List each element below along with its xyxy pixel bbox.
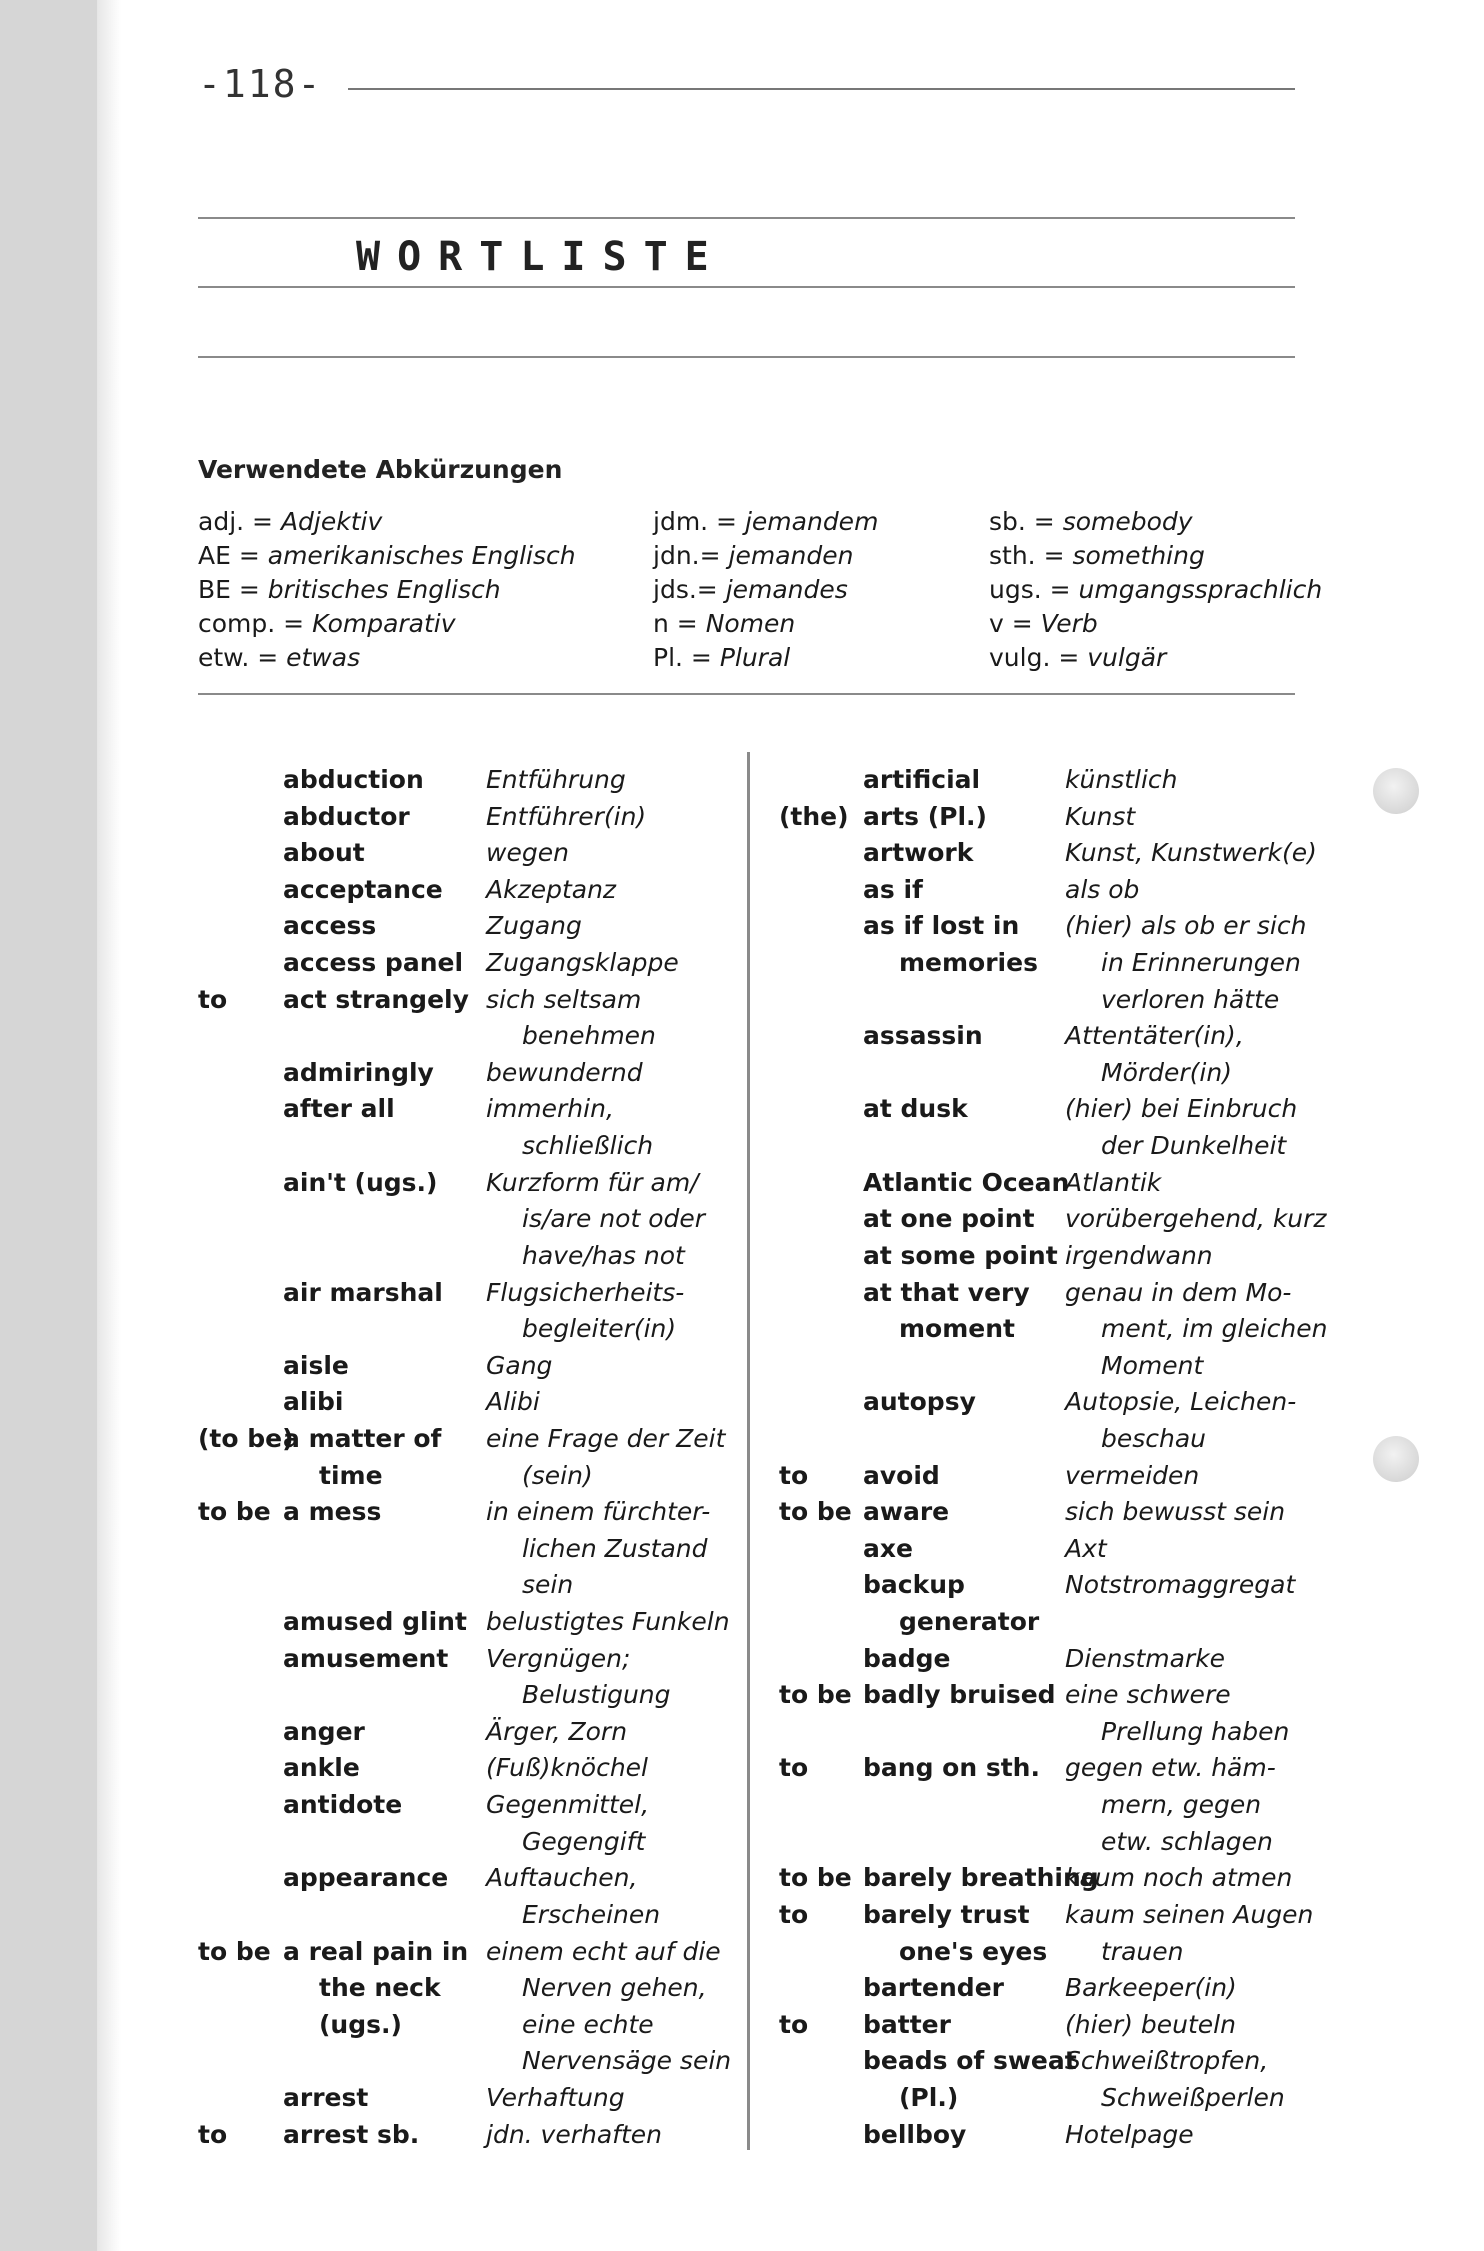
entry-translation: Hotelpage bbox=[1065, 2119, 1194, 2149]
entry-row bbox=[198, 1934, 758, 1971]
abbreviation-key: etw. = bbox=[198, 643, 287, 672]
entry-word: artificial bbox=[863, 765, 981, 794]
entry-prefix: to be bbox=[779, 1497, 852, 1527]
entry-row bbox=[779, 835, 1339, 872]
entry-translation: eine Frage der Zeit bbox=[486, 1423, 726, 1453]
entry-translation: vermeiden bbox=[1065, 1460, 1200, 1490]
abbreviations-heading: Verwendete Abkürzungen bbox=[198, 455, 563, 484]
entry-translation: sich bewusst sein bbox=[1065, 1497, 1286, 1527]
abbreviation-key: adj. = bbox=[198, 507, 281, 536]
entry-row bbox=[779, 1201, 1339, 1238]
entry-translation: Gang bbox=[486, 1350, 553, 1380]
entry-row bbox=[779, 1860, 1339, 1897]
abbreviation-item bbox=[198, 505, 576, 539]
entry-translation: wegen bbox=[486, 838, 569, 868]
entry-word: generator bbox=[899, 1607, 1040, 1637]
entry-row bbox=[779, 1238, 1339, 1275]
abbreviation-item bbox=[198, 539, 576, 573]
entry-row bbox=[198, 1384, 758, 1421]
abbreviation-item bbox=[653, 505, 878, 539]
entry-word: at some point bbox=[863, 1240, 1058, 1270]
entry-translation: beschau bbox=[1101, 1423, 1207, 1453]
entry-row bbox=[198, 835, 758, 872]
abbreviation-meaning: britisches Englisch bbox=[267, 575, 501, 604]
abbreviations-column-3 bbox=[989, 505, 1322, 675]
entry-translation: künstlich bbox=[1065, 765, 1178, 794]
entry-row bbox=[198, 1458, 758, 1495]
entry-word: a real pain in bbox=[283, 1936, 469, 1966]
entry-translation: sein bbox=[522, 1570, 574, 1600]
entry-row bbox=[779, 908, 1339, 945]
entry-translation: Autopsie, Leichen- bbox=[1065, 1387, 1297, 1417]
entry-word: anger bbox=[283, 1716, 365, 1746]
entry-word: acceptance bbox=[283, 874, 443, 904]
entry-row bbox=[198, 1128, 758, 1165]
entry-translation: Entführung bbox=[486, 765, 626, 794]
entry-word: arrest sb. bbox=[283, 2119, 420, 2149]
entry-translation: Atlantik bbox=[1065, 1167, 1162, 1197]
entry-word: access bbox=[283, 911, 377, 941]
abbreviation-meaning: jemandes bbox=[725, 575, 848, 604]
entry-translation: genau in dem Mo- bbox=[1065, 1277, 1292, 1307]
entry-row bbox=[198, 1970, 758, 2007]
abbreviations-column-1 bbox=[198, 505, 576, 675]
entry-translation: Dienstmarke bbox=[1065, 1643, 1226, 1673]
entry-row bbox=[779, 1458, 1339, 1495]
entry-row bbox=[779, 1128, 1339, 1165]
entry-prefix: to bbox=[779, 1899, 809, 1929]
entry-translation: bewundernd bbox=[486, 1057, 643, 1087]
entry-translation: Entführer(in) bbox=[486, 801, 647, 831]
entry-prefix: to bbox=[198, 984, 228, 1014]
entry-word: time bbox=[319, 1460, 383, 1490]
entry-translation: Vergnügen; bbox=[486, 1643, 631, 1673]
abbreviations-column-2 bbox=[653, 505, 878, 675]
page-edge-shadow bbox=[97, 0, 121, 2251]
entry-word: a matter of bbox=[283, 1423, 442, 1453]
entry-translation: Attentäter(in), bbox=[1065, 1021, 1244, 1051]
entry-translation: Prellung haben bbox=[1101, 1716, 1290, 1746]
entry-row bbox=[198, 2080, 758, 2117]
entry-row bbox=[779, 1311, 1339, 1348]
entry-word: air marshal bbox=[283, 1277, 443, 1307]
entry-word: antidote bbox=[283, 1790, 403, 1820]
entry-prefix: to be bbox=[779, 1680, 852, 1710]
entry-row bbox=[198, 1275, 758, 1312]
abbreviation-key: jdm. = bbox=[653, 507, 745, 536]
abbreviation-meaning: umgangssprachlich bbox=[1078, 575, 1323, 604]
entry-word: ain't (ugs.) bbox=[283, 1167, 438, 1197]
abbreviation-item bbox=[653, 539, 878, 573]
entry-translation: als ob bbox=[1065, 874, 1140, 904]
entry-word: badly bruised bbox=[863, 1680, 1056, 1710]
header-rule bbox=[348, 88, 1295, 90]
entry-word: aisle bbox=[283, 1350, 349, 1380]
abbreviation-key: Pl. = bbox=[653, 643, 720, 672]
abbreviation-meaning: somebody bbox=[1062, 507, 1193, 536]
abbreviation-item bbox=[198, 641, 576, 675]
entry-translation: Barkeeper(in) bbox=[1065, 1973, 1237, 2003]
entry-translation: belustigtes Funkeln bbox=[486, 1607, 730, 1637]
entry-translation: Schweißtropfen, bbox=[1065, 2046, 1269, 2076]
entry-translation: trauen bbox=[1101, 1936, 1184, 1966]
entry-word: avoid bbox=[863, 1460, 940, 1490]
entry-translation: Gegenmittel, bbox=[486, 1790, 650, 1820]
abbreviation-meaning: Komparativ bbox=[312, 609, 456, 638]
entry-translation: (Fuß)knöchel bbox=[486, 1753, 648, 1783]
entry-row bbox=[198, 2043, 758, 2080]
word-list-left-column bbox=[198, 762, 758, 2153]
entry-word: as if bbox=[863, 874, 923, 904]
entry-translation: Alibi bbox=[486, 1387, 540, 1417]
entry-row bbox=[198, 762, 758, 799]
abbreviation-key: jdn.= bbox=[653, 541, 729, 570]
entry-word: barely trust bbox=[863, 1899, 1030, 1929]
entry-row bbox=[198, 1787, 758, 1824]
entry-row bbox=[198, 1604, 758, 1641]
entry-translation: Nervensäge sein bbox=[522, 2046, 732, 2076]
abbreviation-meaning: amerikanisches Englisch bbox=[267, 541, 576, 570]
entry-translation: (sein) bbox=[522, 1460, 593, 1490]
entry-word: abduction bbox=[283, 765, 424, 794]
entry-prefix: to bbox=[779, 1460, 809, 1490]
entry-translation: Kunst bbox=[1065, 801, 1136, 831]
entry-translation: Belustigung bbox=[522, 1680, 671, 1710]
entry-word: backup bbox=[863, 1570, 965, 1600]
title-rule-top bbox=[198, 217, 1295, 219]
abbreviation-item bbox=[653, 573, 878, 607]
abbreviation-item bbox=[989, 607, 1322, 641]
abbreviation-meaning: vulgär bbox=[1087, 643, 1167, 672]
entry-translation: lichen Zustand bbox=[522, 1533, 708, 1563]
entry-row bbox=[779, 799, 1339, 836]
abbreviation-item bbox=[653, 641, 878, 675]
entry-row bbox=[779, 1055, 1339, 1092]
entry-row bbox=[198, 1860, 758, 1897]
entry-translation: gegen etw. häm- bbox=[1065, 1753, 1276, 1783]
entry-translation: in einem fürchter- bbox=[486, 1497, 711, 1527]
entry-translation: Erscheinen bbox=[522, 1899, 661, 1929]
entry-translation: Zugang bbox=[486, 911, 582, 941]
entry-word: batter bbox=[863, 2009, 951, 2039]
entry-translation: Schweißperlen bbox=[1101, 2082, 1285, 2112]
entry-word: amusement bbox=[283, 1643, 449, 1673]
entry-word: (ugs.) bbox=[319, 2009, 402, 2039]
entry-translation: (hier) beuteln bbox=[1065, 2009, 1236, 2039]
entry-word: one's eyes bbox=[899, 1936, 1048, 1966]
entry-row bbox=[779, 1934, 1339, 1971]
abbreviation-meaning: jemandem bbox=[744, 507, 879, 536]
entry-translation: verloren hätte bbox=[1101, 984, 1280, 1014]
abbreviation-meaning: Nomen bbox=[705, 609, 796, 638]
entry-translation: immerhin, bbox=[486, 1094, 614, 1124]
entry-translation: Ärger, Zorn bbox=[486, 1716, 628, 1746]
entry-translation: schließlich bbox=[522, 1131, 654, 1161]
entry-row bbox=[198, 1494, 758, 1531]
entry-translation: der Dunkelheit bbox=[1101, 1131, 1287, 1161]
entry-row bbox=[198, 1824, 758, 1861]
page-number: -118- bbox=[198, 62, 323, 106]
abbreviation-meaning: something bbox=[1072, 541, 1205, 570]
entry-prefix: to be bbox=[198, 1936, 271, 1966]
entry-word: bang on sth. bbox=[863, 1753, 1040, 1783]
abbreviation-item bbox=[653, 607, 878, 641]
entry-row bbox=[779, 1897, 1339, 1934]
abbreviation-meaning: Adjektiv bbox=[280, 507, 383, 536]
entry-word: access panel bbox=[283, 948, 464, 978]
entry-translation: Akzeptanz bbox=[486, 874, 617, 904]
entry-translation: Axt bbox=[1065, 1533, 1107, 1563]
entry-row bbox=[198, 1567, 758, 1604]
entry-row bbox=[198, 908, 758, 945]
entry-translation: begleiter(in) bbox=[522, 1314, 677, 1344]
abbreviation-key: sth. = bbox=[989, 541, 1073, 570]
section-rule bbox=[198, 356, 1295, 358]
entry-translation: Nerven gehen, bbox=[522, 1973, 707, 2003]
entry-row bbox=[779, 1567, 1339, 1604]
entry-word: artwork bbox=[863, 838, 974, 868]
entry-row bbox=[198, 872, 758, 909]
entry-row bbox=[779, 762, 1339, 799]
entry-word: autopsy bbox=[863, 1387, 976, 1417]
abbreviation-item bbox=[989, 505, 1322, 539]
entry-translation: einem echt auf die bbox=[486, 1936, 721, 1966]
entry-row bbox=[779, 1165, 1339, 1202]
binder-hole bbox=[1373, 768, 1419, 814]
entry-translation: Verhaftung bbox=[486, 2082, 625, 2112]
entry-word: admiringly bbox=[283, 1057, 434, 1087]
entry-word: at dusk bbox=[863, 1094, 968, 1124]
entry-row bbox=[779, 1970, 1339, 2007]
entry-row bbox=[779, 1641, 1339, 1678]
entry-row bbox=[779, 2080, 1339, 2117]
entry-row bbox=[198, 1714, 758, 1751]
entry-prefix: to bbox=[779, 2009, 809, 2039]
abbreviation-item bbox=[198, 573, 576, 607]
abbreviation-meaning: Verb bbox=[1040, 609, 1098, 638]
binder-hole bbox=[1373, 1436, 1419, 1482]
entry-row bbox=[198, 1201, 758, 1238]
entry-row bbox=[198, 1677, 758, 1714]
abbreviation-key: n = bbox=[653, 609, 706, 638]
entry-row bbox=[779, 1714, 1339, 1751]
entry-prefix: to bbox=[198, 2119, 228, 2149]
entry-word: amused glint bbox=[283, 1607, 467, 1637]
entry-word: moment bbox=[899, 1314, 1015, 1344]
entry-translation: eine schwere bbox=[1065, 1680, 1231, 1710]
entry-translation: kaum seinen Augen bbox=[1065, 1899, 1314, 1929]
entry-word: aware bbox=[863, 1497, 950, 1527]
entry-word: act strangely bbox=[283, 984, 469, 1014]
entry-word: at that very bbox=[863, 1277, 1030, 1307]
entry-word: alibi bbox=[283, 1387, 344, 1417]
entry-word: about bbox=[283, 838, 365, 868]
entry-word: bellboy bbox=[863, 2119, 967, 2149]
entry-row bbox=[779, 1531, 1339, 1568]
abbreviation-key: v = bbox=[989, 609, 1041, 638]
entry-row bbox=[779, 1604, 1339, 1641]
entry-row bbox=[198, 1055, 758, 1092]
entry-translation: Mörder(in) bbox=[1101, 1057, 1232, 1087]
entry-translation: have/has not bbox=[522, 1240, 685, 1270]
entry-row bbox=[198, 1421, 758, 1458]
entry-prefix: to be bbox=[779, 1863, 852, 1893]
abbreviations-rule bbox=[198, 693, 1295, 695]
column-divider bbox=[747, 752, 750, 2150]
entry-row bbox=[198, 982, 758, 1019]
entry-row bbox=[779, 982, 1339, 1019]
entry-translation: is/are not oder bbox=[522, 1204, 706, 1234]
entry-row bbox=[198, 945, 758, 982]
entry-word: abductor bbox=[283, 801, 410, 831]
abbreviation-key: BE = bbox=[198, 575, 268, 604]
entry-word: Atlantic Ocean bbox=[863, 1167, 1070, 1197]
entry-translation: Auftauchen, bbox=[486, 1863, 638, 1893]
entry-translation: Notstromaggregat bbox=[1065, 1570, 1296, 1600]
entry-row bbox=[198, 1018, 758, 1055]
entry-word: barely breathing bbox=[863, 1863, 1099, 1893]
entry-translation: benehmen bbox=[522, 1021, 656, 1051]
entry-row bbox=[779, 2007, 1339, 2044]
entry-row bbox=[198, 1531, 758, 1568]
entry-row bbox=[198, 1750, 758, 1787]
entry-row bbox=[198, 1091, 758, 1128]
abbreviation-item bbox=[198, 607, 576, 641]
entry-translation: (hier) als ob er sich bbox=[1065, 911, 1307, 941]
entry-translation: kaum noch atmen bbox=[1065, 1863, 1293, 1893]
entry-row bbox=[779, 1091, 1339, 1128]
entry-row bbox=[779, 1750, 1339, 1787]
page-margin-band bbox=[0, 0, 97, 2251]
abbreviation-item bbox=[989, 539, 1322, 573]
entry-translation: irgendwann bbox=[1065, 1240, 1213, 1270]
entry-word: assassin bbox=[863, 1021, 983, 1051]
entry-row bbox=[198, 1641, 758, 1678]
entry-translation: jdn. verhaften bbox=[486, 2119, 663, 2149]
entry-word: (Pl.) bbox=[899, 2082, 959, 2112]
abbreviation-meaning: Plural bbox=[719, 643, 791, 672]
abbreviation-key: ugs. = bbox=[989, 575, 1079, 604]
entry-translation: Flugsicherheits- bbox=[486, 1277, 685, 1307]
entry-translation: mern, gegen bbox=[1101, 1790, 1262, 1820]
entry-translation: Gegengift bbox=[522, 1826, 646, 1856]
entry-row bbox=[198, 2007, 758, 2044]
entry-word: at one point bbox=[863, 1204, 1035, 1234]
entry-word: bartender bbox=[863, 1973, 1004, 2003]
entry-row bbox=[779, 1421, 1339, 1458]
title-rule-bottom bbox=[198, 286, 1295, 288]
entry-translation: vorübergehend, kurz bbox=[1065, 1204, 1327, 1234]
entry-translation: eine echte bbox=[522, 2009, 654, 2039]
entry-word: a mess bbox=[283, 1497, 382, 1527]
abbreviation-key: vulg. = bbox=[989, 643, 1088, 672]
entry-word: badge bbox=[863, 1643, 951, 1673]
entry-prefix: (the) bbox=[779, 801, 849, 831]
entry-row bbox=[779, 1018, 1339, 1055]
entry-row bbox=[198, 2117, 758, 2154]
entry-prefix: to be bbox=[198, 1497, 271, 1527]
abbreviation-key: AE = bbox=[198, 541, 268, 570]
entry-row bbox=[779, 1384, 1339, 1421]
entry-row bbox=[779, 1348, 1339, 1385]
entry-row bbox=[779, 1787, 1339, 1824]
entry-word: the neck bbox=[319, 1973, 441, 2003]
entry-prefix: (to be) bbox=[198, 1423, 294, 1453]
abbreviation-key: comp. = bbox=[198, 609, 313, 638]
entry-translation: (hier) bei Einbruch bbox=[1065, 1094, 1298, 1124]
entry-word: arrest bbox=[283, 2082, 369, 2112]
entry-row bbox=[779, 1824, 1339, 1861]
entry-word: beads of sweat bbox=[863, 2046, 1077, 2076]
entry-row bbox=[198, 1348, 758, 1385]
entry-row bbox=[779, 872, 1339, 909]
entry-prefix: to bbox=[779, 1753, 809, 1783]
entry-row bbox=[779, 1494, 1339, 1531]
entry-row bbox=[779, 1275, 1339, 1312]
entry-translation: sich seltsam bbox=[486, 984, 642, 1014]
entry-row bbox=[779, 2117, 1339, 2154]
entry-translation: Zugangsklappe bbox=[486, 948, 679, 978]
entry-word: after all bbox=[283, 1094, 395, 1124]
abbreviation-meaning: jemanden bbox=[728, 541, 854, 570]
entry-row bbox=[198, 1238, 758, 1275]
entry-translation: in Erinnerungen bbox=[1101, 948, 1301, 978]
entry-translation: Moment bbox=[1101, 1350, 1204, 1380]
entry-row bbox=[198, 1311, 758, 1348]
entry-row bbox=[779, 2043, 1339, 2080]
entry-word: axe bbox=[863, 1533, 913, 1563]
page-title: WORTLISTE bbox=[356, 234, 726, 280]
entry-word: memories bbox=[899, 948, 1038, 978]
abbreviation-item bbox=[989, 573, 1322, 607]
entry-row bbox=[198, 1897, 758, 1934]
entry-row bbox=[779, 945, 1339, 982]
entry-word: ankle bbox=[283, 1753, 360, 1783]
entry-translation: Kurzform für am/ bbox=[486, 1167, 699, 1197]
entry-row bbox=[779, 1677, 1339, 1714]
entry-translation: Kunst, Kunstwerk(e) bbox=[1065, 838, 1317, 868]
word-list-right-column bbox=[779, 762, 1339, 2153]
entry-translation: etw. schlagen bbox=[1101, 1826, 1273, 1856]
entry-translation: ment, im gleichen bbox=[1101, 1314, 1328, 1344]
abbreviation-key: sb. = bbox=[989, 507, 1063, 536]
entry-word: as if lost in bbox=[863, 911, 1020, 941]
entry-row bbox=[198, 1165, 758, 1202]
abbreviation-item bbox=[989, 641, 1322, 675]
abbreviation-key: jds.= bbox=[653, 575, 726, 604]
entry-word: appearance bbox=[283, 1863, 449, 1893]
entry-row bbox=[198, 799, 758, 836]
entry-word: arts (Pl.) bbox=[863, 801, 987, 831]
abbreviation-meaning: etwas bbox=[286, 643, 361, 672]
